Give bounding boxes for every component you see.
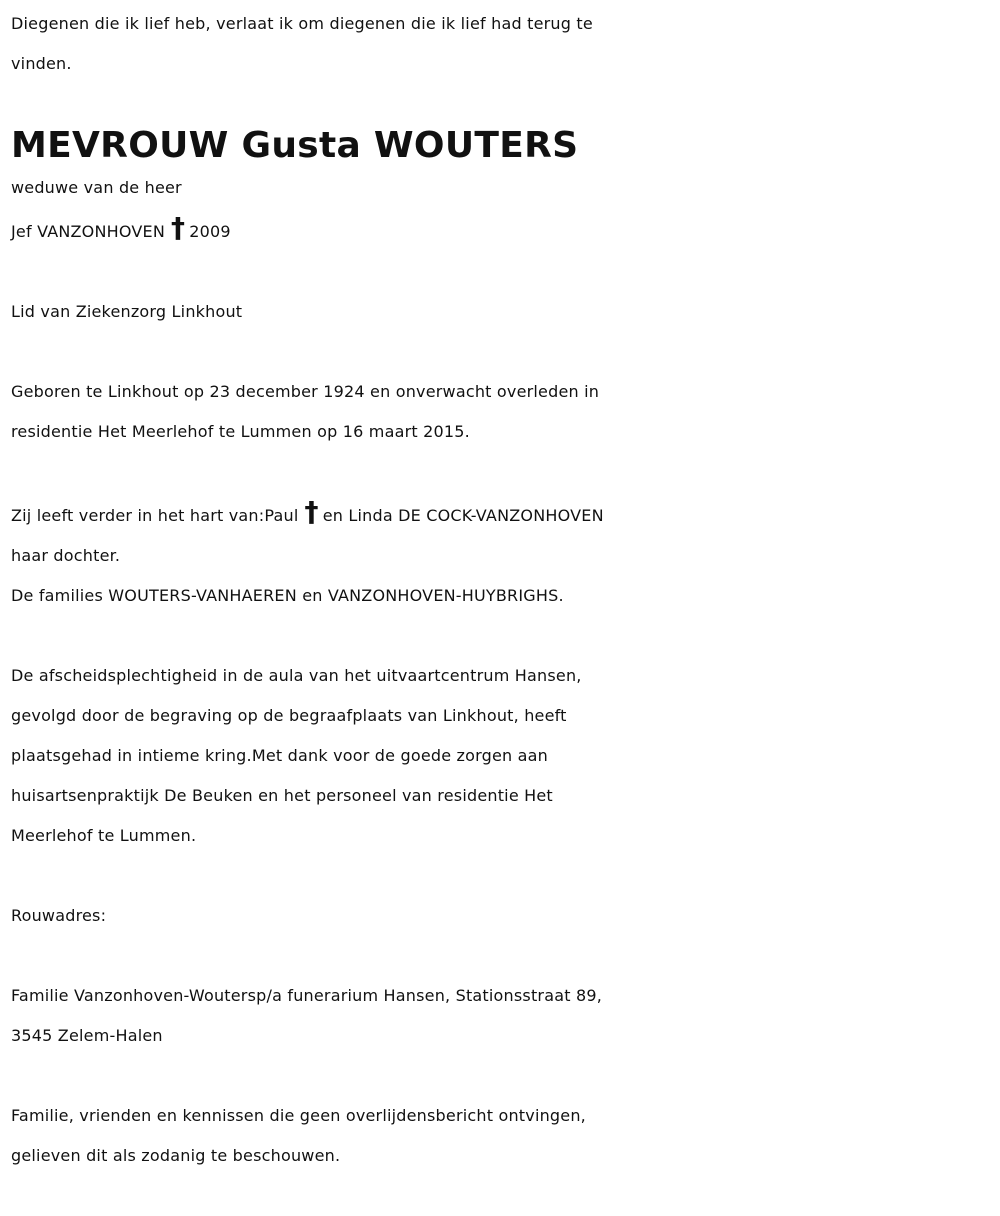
intro-line-2: vinden. — [11, 54, 72, 73]
survivors-block — [11, 492, 991, 616]
cross-icon: † — [171, 211, 186, 244]
survivors-text-after: en Linda DE COCK-VANZONHOVEN — [322, 506, 604, 525]
notice-block — [11, 1096, 991, 1176]
notice-line-1: Familie, vrienden en kennissen die geen overlijdensbericht ontvingen, — [11, 1106, 586, 1125]
address-line-2: 3545 Zelem-Halen — [11, 1026, 163, 1045]
membership-text: Lid van Ziekenzorg Linkhout — [11, 302, 243, 321]
spouse-block — [11, 168, 991, 252]
spouse-death-year: 2009 — [189, 222, 231, 241]
intro-line-1: Diegenen die ik lief heb, verlaat ik om diegenen die ik lief had terug te — [11, 14, 593, 33]
address-label-block — [11, 896, 991, 936]
survivors-line-2: haar dochter. — [11, 546, 121, 565]
birth-death-block — [11, 372, 991, 452]
spouse-line-1: weduwe van de heer — [11, 178, 182, 197]
cross-icon: † — [304, 495, 319, 528]
ceremony-line: huisartsenpraktijk De Beuken en het personeel van residentie Het — [11, 786, 553, 805]
spouse-name: Jef VANZONHOVEN — [11, 222, 166, 241]
ceremony-line: plaatsgehad in intieme kring.Met dank voor de goede zorgen aan — [11, 746, 549, 765]
ceremony-line: De afscheidsplechtigheid in de aula van het uitvaartcentrum Hansen, — [11, 666, 582, 685]
obituary-document — [11, 4, 991, 1216]
address-block — [11, 976, 991, 1056]
ceremony-line: Meerlehof te Lummen. — [11, 826, 197, 845]
survivors-text-before: Zij leeft verder in het hart van:Paul — [11, 506, 299, 525]
deceased-name: MEVROUW Gusta WOUTERS — [11, 125, 579, 166]
birth-death-line-1: Geboren te Linkhout op 23 december 1924 en onverwacht overleden in — [11, 382, 600, 401]
survivors-line-1 — [11, 492, 991, 536]
spouse-line-2 — [11, 208, 991, 252]
address-label: Rouwadres: — [11, 906, 107, 925]
membership-block — [11, 292, 991, 332]
ceremony-block — [11, 656, 991, 856]
survivors-line-3: De families WOUTERS-VANHAEREN en VANZONHOVEN-HUYBRIGHS. — [11, 586, 564, 605]
birth-death-line-2: residentie Het Meerlehof te Lummen op 16 maart 2015. — [11, 422, 470, 441]
intro-quote — [11, 4, 991, 84]
address-line-1: Familie Vanzonhoven-Woutersp/a funerarium Hansen, Stationsstraat 89, — [11, 986, 603, 1005]
ceremony-line: gevolgd door de begraving op de begraafplaats van Linkhout, heeft — [11, 706, 567, 725]
notice-line-2: gelieven dit als zodanig te beschouwen. — [11, 1146, 341, 1165]
